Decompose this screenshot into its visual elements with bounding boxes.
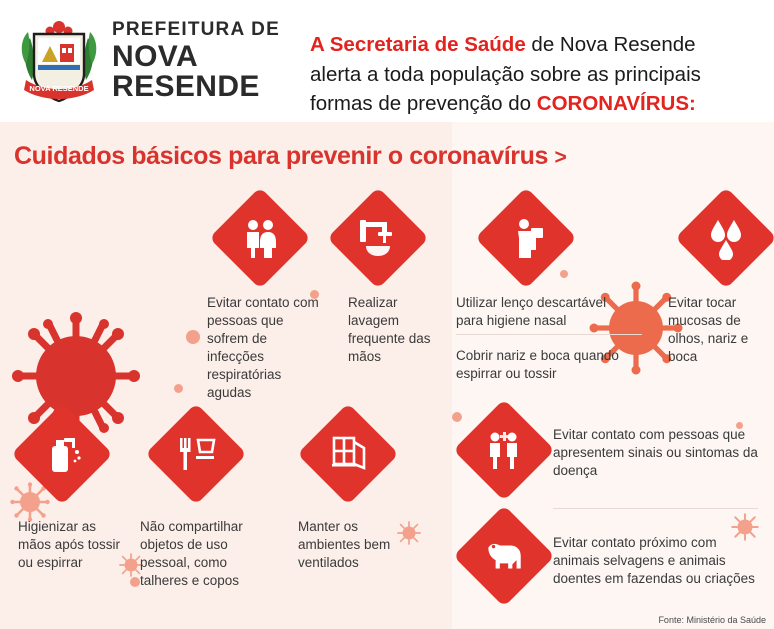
poster-title-text: Cuidados básicos para prevenir o coronavírus xyxy=(14,142,548,170)
tissue-person-icon xyxy=(504,216,548,260)
droplets-face-icon xyxy=(704,216,748,260)
icon-tile-ambientes-ventilados xyxy=(297,403,399,505)
icon-tile-nao-compartilhar xyxy=(145,403,247,505)
divider-right-2 xyxy=(553,508,758,509)
headline-part-alert: alerta a toda população sobre as principais xyxy=(310,62,701,86)
caption-lavagem-maos: Realizar lavagem frequente das mãos xyxy=(348,295,431,364)
headline-text xyxy=(300,0,774,119)
caption-nao-compartilhar: Não compartilhar objetos de uso pessoal, como talheres e copos xyxy=(140,519,243,588)
headline-part-coronavirus: CORONAVÍRUS: xyxy=(536,92,696,116)
decor-dot xyxy=(186,330,200,344)
headline-part-secretaria: A Secretaria de Saúde xyxy=(310,33,526,56)
poster-title-arrow-icon: > xyxy=(554,146,567,169)
wild-animal-icon xyxy=(481,533,527,579)
faucet-handwash-icon xyxy=(356,216,400,260)
sick-person-icon xyxy=(482,428,526,472)
brand-line-prefeitura: PREFEITURA DE xyxy=(112,19,280,40)
headline-part-prevention: formas de prevenção do xyxy=(310,92,537,116)
source-credit: Fonte: Ministério da Saúde xyxy=(658,615,766,625)
divider-right-1 xyxy=(456,334,642,335)
caption-animais-selvagens: Evitar contato próximo com animais selvagens e animais doentes em fazendas ou criações xyxy=(553,535,755,586)
caption-ambientes-ventilados: Manter os ambientes bem ventilados xyxy=(298,519,391,570)
caption-lenco-descartavel: Utilizar lenço descartável para higiene nasal xyxy=(456,295,607,328)
icon-tile-lavagem-maos xyxy=(327,187,429,289)
cutlery-cup-icon xyxy=(174,432,218,476)
caption-sinais-sintomas: Evitar contato com pessoas que apresentem sinais ou sintomas da doença xyxy=(553,427,758,478)
icon-tile-evitar-tocar-mucosas xyxy=(675,187,774,289)
sanitizer-spray-icon xyxy=(40,432,84,476)
svg-text:NOVA RESENDE: NOVA RESENDE xyxy=(29,84,89,93)
caption-higienizar-maos: Higienizar as mãos após tossir ou espirrar xyxy=(18,519,121,570)
brand-block xyxy=(0,0,300,104)
page-header xyxy=(0,0,774,122)
brand-line-city: NOVA RESENDE xyxy=(112,40,260,103)
decor-dot xyxy=(452,412,462,422)
caption-cobrir-nariz-boca: Cobrir nariz e boca quando espirrar ou tossir xyxy=(456,348,619,381)
crest-brasao-nova-resende xyxy=(16,18,102,104)
brand-text xyxy=(112,20,300,102)
couple-distance-icon xyxy=(238,216,282,260)
poster-infographic xyxy=(0,122,774,629)
open-window-icon xyxy=(326,432,370,476)
icon-tile-animais-selvagens xyxy=(453,505,555,607)
icon-tile-lenco-descartavel xyxy=(475,187,577,289)
decor-dot xyxy=(174,384,183,393)
icon-tile-higienizar-maos xyxy=(11,403,113,505)
icon-tile-evitar-contato xyxy=(209,187,311,289)
icon-tile-sinais-sintomas xyxy=(453,399,555,501)
headline-part-city: de Nova Resende xyxy=(525,33,696,56)
caption-evitar-contato: Evitar contato com pessoas que sofrem de infecções respiratórias agudas xyxy=(207,295,319,400)
poster-title xyxy=(14,142,566,171)
caption-evitar-tocar-mucosas: Evitar tocar mucosas de olhos, nariz e boca xyxy=(668,295,749,364)
